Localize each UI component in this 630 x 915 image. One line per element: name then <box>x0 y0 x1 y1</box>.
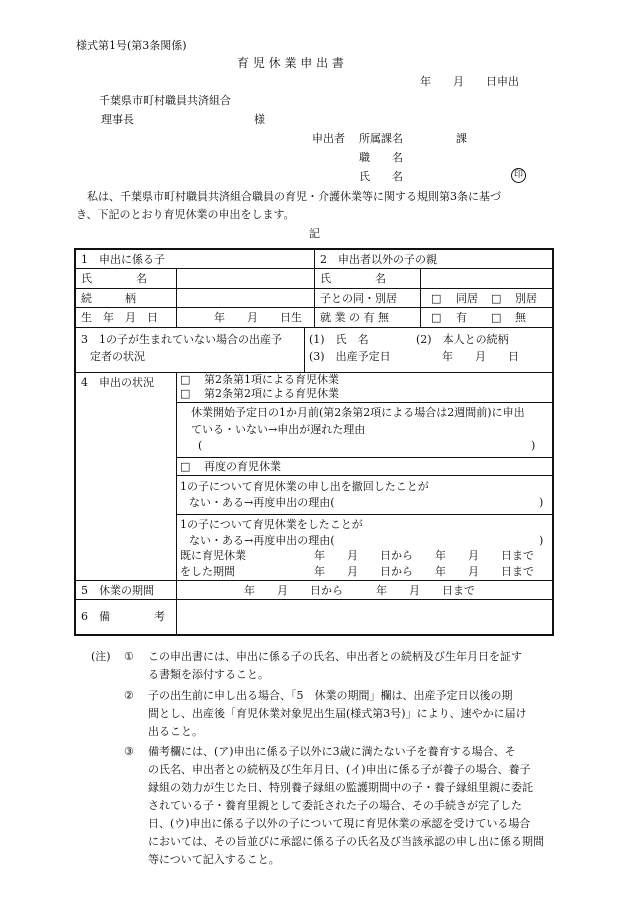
child-birth-value: 年 月 日生 <box>214 311 302 324</box>
cohabitation-label: 子との同・別居 <box>320 292 397 305</box>
option-1-checkbox[interactable] <box>180 374 190 385</box>
dept-label: 所属課名 <box>359 132 403 145</box>
child-relation-label: 続 柄 <box>81 292 136 305</box>
withdrawal-line-2: ない・ある→再度申出の理由( <box>189 496 335 509</box>
already-taken-label-1: 既に育児休業 <box>180 549 246 562</box>
same-residence-label: 同居 <box>456 292 478 305</box>
organization-name: 千葉県市町村職員共済組合 <box>99 94 231 107</box>
child-name-label: 氏 名 <box>81 272 147 285</box>
applicant-label: 申出者 <box>312 132 345 145</box>
note-3-line-5: 日、(ウ)申出に係る子以外の子について現に育児休業の承認を受けている場合 <box>148 817 531 830</box>
recipient-title: 理事長 <box>101 113 134 126</box>
previous-leave-close: ) <box>539 534 544 547</box>
already-period-row-2: 年 月 日から 年 月 日まで <box>314 565 534 578</box>
late-notice-line-2: ている・いない→申出が遅れた理由 <box>191 423 366 436</box>
employment-label: 就 業 の 有 無 <box>320 311 389 324</box>
withdrawal-line-1: 1の子について育児休業の申し出を撤回したことが <box>180 480 429 493</box>
re-leave-label: 再度の育児休業 <box>204 460 281 473</box>
note-3-line-7: 等について記入すること。 <box>148 853 280 866</box>
application-table <box>74 248 554 636</box>
note-3-line-4: されている子・養育里親として委託された子の場合、その手続きが完了した <box>148 799 522 812</box>
already-taken-label-2: をした期間 <box>180 565 235 578</box>
expectant-relation-label: (2) 本人との続柄 <box>416 333 509 346</box>
note-3-mark: ③ <box>124 745 134 758</box>
separate-residence-checkbox[interactable] <box>491 293 501 304</box>
section-3-heading: 3 1の子が生まれていない場合の出産予 <box>81 333 282 346</box>
section-1-heading: 1 申出に係る子 <box>81 253 165 266</box>
post-label: 職 名 <box>359 151 403 164</box>
previous-leave-line-2: ない・ある→再度申出の理由( <box>189 534 335 547</box>
page-title: 育 児 休 業 申 出 書 <box>237 56 344 70</box>
form-number: 様式第1号(第3条関係) <box>76 39 187 52</box>
note-3-line-6: においては、その旨並びに承認に係る子の氏名及び当該承認の申し出に係る期間 <box>148 835 544 848</box>
option-1-label: 第2条第1項による育児休業 <box>204 373 339 386</box>
seal-mark: 印 <box>511 168 526 183</box>
recipient-honorific: 様 <box>254 113 265 126</box>
note-2-mark: ② <box>124 689 134 702</box>
due-date-label: (3) 出産予定日 <box>309 350 391 363</box>
separate-residence-label: 別居 <box>515 292 537 305</box>
late-notice-line-1: 休業開始予定日の1か月前(第2条第2項による場合は2週間前)に申出 <box>191 406 525 419</box>
section-2-heading: 2 申出者以外の子の親 <box>320 253 437 266</box>
late-reason-open: ( <box>198 439 203 452</box>
employed-yes-checkbox[interactable] <box>431 312 441 323</box>
note-3-line-3: 縁組の効力が生じた日、特別養子縁組の監護期間中の子・養子縁組里親に委託 <box>148 781 533 794</box>
already-period-row-1: 年 月 日から 年 月 日まで <box>314 549 534 562</box>
intro-line-2: き、下記のとおり育児休業の申出をします。 <box>76 208 295 221</box>
intro-line-1: 私は、千葉県市町村職員共済組合職員の育児・介護休業等に関する規則第3条に基づ <box>87 190 501 203</box>
re-leave-checkbox[interactable] <box>180 461 190 472</box>
note-1-mark: ① <box>124 650 134 663</box>
child-birth-label: 生 年 月 日 <box>81 311 158 324</box>
note-1-line-2: る書類を添付すること。 <box>148 668 269 681</box>
note-2-line-3: 出ること。 <box>148 725 203 738</box>
parent-name-label: 氏 名 <box>320 272 386 285</box>
note-2-line-2: 間とし、出産後「育児休業対象児出生届(様式第3号)」により、速やかに届け <box>148 707 527 720</box>
previous-leave-line-1: 1の子について育児休業をしたことが <box>180 518 363 531</box>
section-5-heading: 5 休業の期間 <box>81 584 154 597</box>
leave-period-value: 年 月 日から 年 月 日まで <box>244 584 475 597</box>
submission-date: 年 月 日申出 <box>420 75 519 88</box>
expectant-name-label: (1) 氏 名 <box>309 333 369 346</box>
note-1-line-1: この申出書には、申出に係る子の氏名、申出者との続柄及び生年月日を証す <box>148 650 522 663</box>
due-date-value: 年 月 日 <box>442 350 519 363</box>
section-3-heading-cont: 定者の状況 <box>90 350 145 363</box>
note-3-line-2: の氏名、申出者との続柄及び生年月日、(イ)申出に係る子が養子の場合、養子 <box>148 763 531 776</box>
employed-no-label: 無 <box>515 311 526 324</box>
note-3-line-1: 備考欄には、(ア)申出に係る子以外に3歳に満たない子を養育する場合、そ <box>148 745 516 758</box>
option-2-checkbox[interactable] <box>180 388 190 399</box>
same-residence-checkbox[interactable] <box>431 293 441 304</box>
notes-label: (注) <box>91 650 111 663</box>
employed-no-checkbox[interactable] <box>491 312 501 323</box>
section-6-heading: 6 備 考 <box>81 610 165 623</box>
late-reason-close: ) <box>531 439 536 452</box>
option-2-label: 第2条第2項による育児休業 <box>204 387 339 400</box>
section-4-heading: 4 申出の状況 <box>81 376 154 389</box>
name-label: 氏 名 <box>359 170 403 183</box>
withdrawal-close: ) <box>539 496 544 509</box>
dept-suffix: 課 <box>456 132 467 145</box>
ki-heading: 記 <box>309 227 320 240</box>
note-2-line-1: 子の出生前に申し出る場合、「5 休業の期間」欄は、出産予定日以後の期 <box>148 689 513 702</box>
employed-yes-label: 有 <box>456 311 467 324</box>
